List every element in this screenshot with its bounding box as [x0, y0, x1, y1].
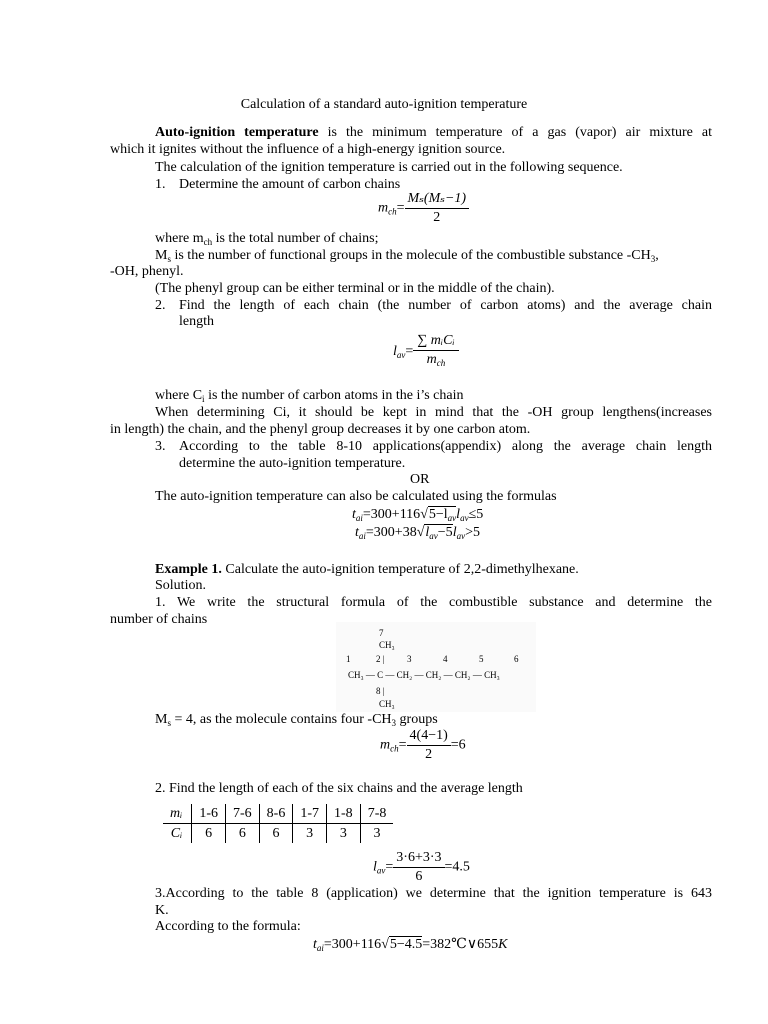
- example-heading: Example 1. Calculate the auto-ignition temperature of 2,2-dimethylhexane.: [155, 562, 579, 577]
- table-cell: 3: [327, 824, 361, 844]
- example-step1-line-1: 1. We write the structural formula of the combustible substance and determine the: [155, 595, 712, 610]
- lav-formula: $l_{av}=$ $\frac{\text{∑ mᵢCᵢ}}{m_{ch}}$: [393, 332, 459, 372]
- table-cell: 3: [293, 824, 327, 844]
- definition-text: is the minimum temperature of a gas (vapor) air mixture at: [318, 125, 713, 140]
- according-formula: According to the formula:: [155, 919, 301, 934]
- step2-number: 2.: [155, 298, 166, 313]
- table-cell: 1-6: [192, 804, 226, 824]
- bold-term: Auto-ignition temperature: [155, 125, 319, 140]
- page-title: Calculation of a standard auto-ignition temperature: [240, 97, 528, 112]
- step2-text-line-1: Find the length of each chain (the number of carbon atoms) and the average chain: [179, 298, 712, 313]
- table-row: [163, 824, 393, 844]
- step1-text: Determine the amount of carbon chains: [179, 177, 401, 192]
- structural-formula: 7 CH₃ 1 2 | 3 4 5 6 CH₃ — C — CH₂ — CH₂ — CH₂ — CH₃ 8 | CH₃: [336, 622, 536, 712]
- definition-line-1: [155, 125, 712, 141]
- or-label: OR: [410, 472, 430, 487]
- table-cell: 6: [259, 824, 293, 844]
- where-mch: where $m_{ch}$ is the total number of chains;: [155, 231, 379, 247]
- definition-line-2: which it ignites without the influence of a high-energy ignition source.: [110, 142, 506, 157]
- ci-note-line-1: When determining Ci, it should be kept in mind that the -OH group lengthens(increases: [155, 405, 712, 420]
- ms-definition-line-2: -OH, phenyl.: [110, 264, 184, 279]
- example-step1-line-2: number of chains: [110, 612, 208, 627]
- chains-table: [163, 804, 393, 843]
- sequence-text: The calculation of the ignition temperature is carried out in the following sequence.: [155, 160, 623, 175]
- where-ci: where $C_i$ is the number of carbon atoms in the i’s chain: [155, 388, 464, 404]
- table-cell: 1-7: [293, 804, 327, 824]
- table-cell: 7-8: [360, 804, 393, 824]
- example-step3-line-1: 3.According to the table 8 (application) we determine that the ignition temperature is 643: [155, 886, 712, 901]
- example-step3-line-2: K.: [155, 903, 169, 918]
- step1-number: 1.: [155, 177, 166, 192]
- final-formula: $t_{ai}=300+116√5-4.5=382℃\vee 655K$: [313, 937, 508, 953]
- example-step2-text: 2. Find the length of each of the six chains and the average length: [155, 781, 523, 796]
- table-cell: 3: [360, 824, 393, 844]
- step3-text-line-2: determine the auto-ignition temperature.: [179, 456, 406, 471]
- mch-formula: $m_{ch}=$ $\frac{\text{Mₛ(Mₛ−1)}}{2}$: [378, 190, 469, 227]
- step3-number: 3.: [155, 439, 166, 454]
- table-cell: 6: [192, 824, 226, 844]
- step2-text-line-2: length: [179, 314, 214, 329]
- table-row-header: mᵢ: [163, 804, 192, 824]
- table-cell: 7-6: [226, 804, 260, 824]
- lav-calculation: $l_{av}=$ $\frac{3\cdot 6+3\cdot 3}{6}$ =4.5: [373, 850, 470, 884]
- step3-text-line-1: According to the table 8-10 applications(appendix) along the average chain length: [179, 439, 712, 454]
- phenyl-note: (The phenyl group can be either terminal or in the middle of the chain).: [155, 281, 555, 296]
- table-cell: 1-8: [327, 804, 361, 824]
- table-cell: 8-6: [259, 804, 293, 824]
- mch-calculation: $m_{ch}=$ $\frac{4(4-1)}{2}$ =6: [380, 728, 466, 762]
- ci-note-line-2: in length) the chain, and the phenyl group decreases it by one carbon atom.: [110, 422, 531, 437]
- ms-value: $M_s = 4$, as the molecule contains four $-CH_3$ groups: [155, 712, 438, 728]
- table-row: [163, 804, 393, 824]
- tai-formula-2: $t_{ai}=300+38√l_{av}-5l_{av}>5$: [355, 525, 480, 541]
- ms-definition: $M_s$ is the number of functional groups in the molecule of the combustible substance $-CH_3$,: [155, 248, 659, 264]
- tai-formula-1: $t_{ai}=300+116√5-l_{av}l_{av}\le 5$: [352, 507, 484, 523]
- table-cell: 6: [226, 824, 260, 844]
- formulas-intro: The auto-ignition temperature can also be calculated using the formulas: [155, 489, 557, 504]
- solution-label: Solution.: [155, 578, 206, 593]
- table-row-header: Cᵢ: [170, 825, 183, 841]
